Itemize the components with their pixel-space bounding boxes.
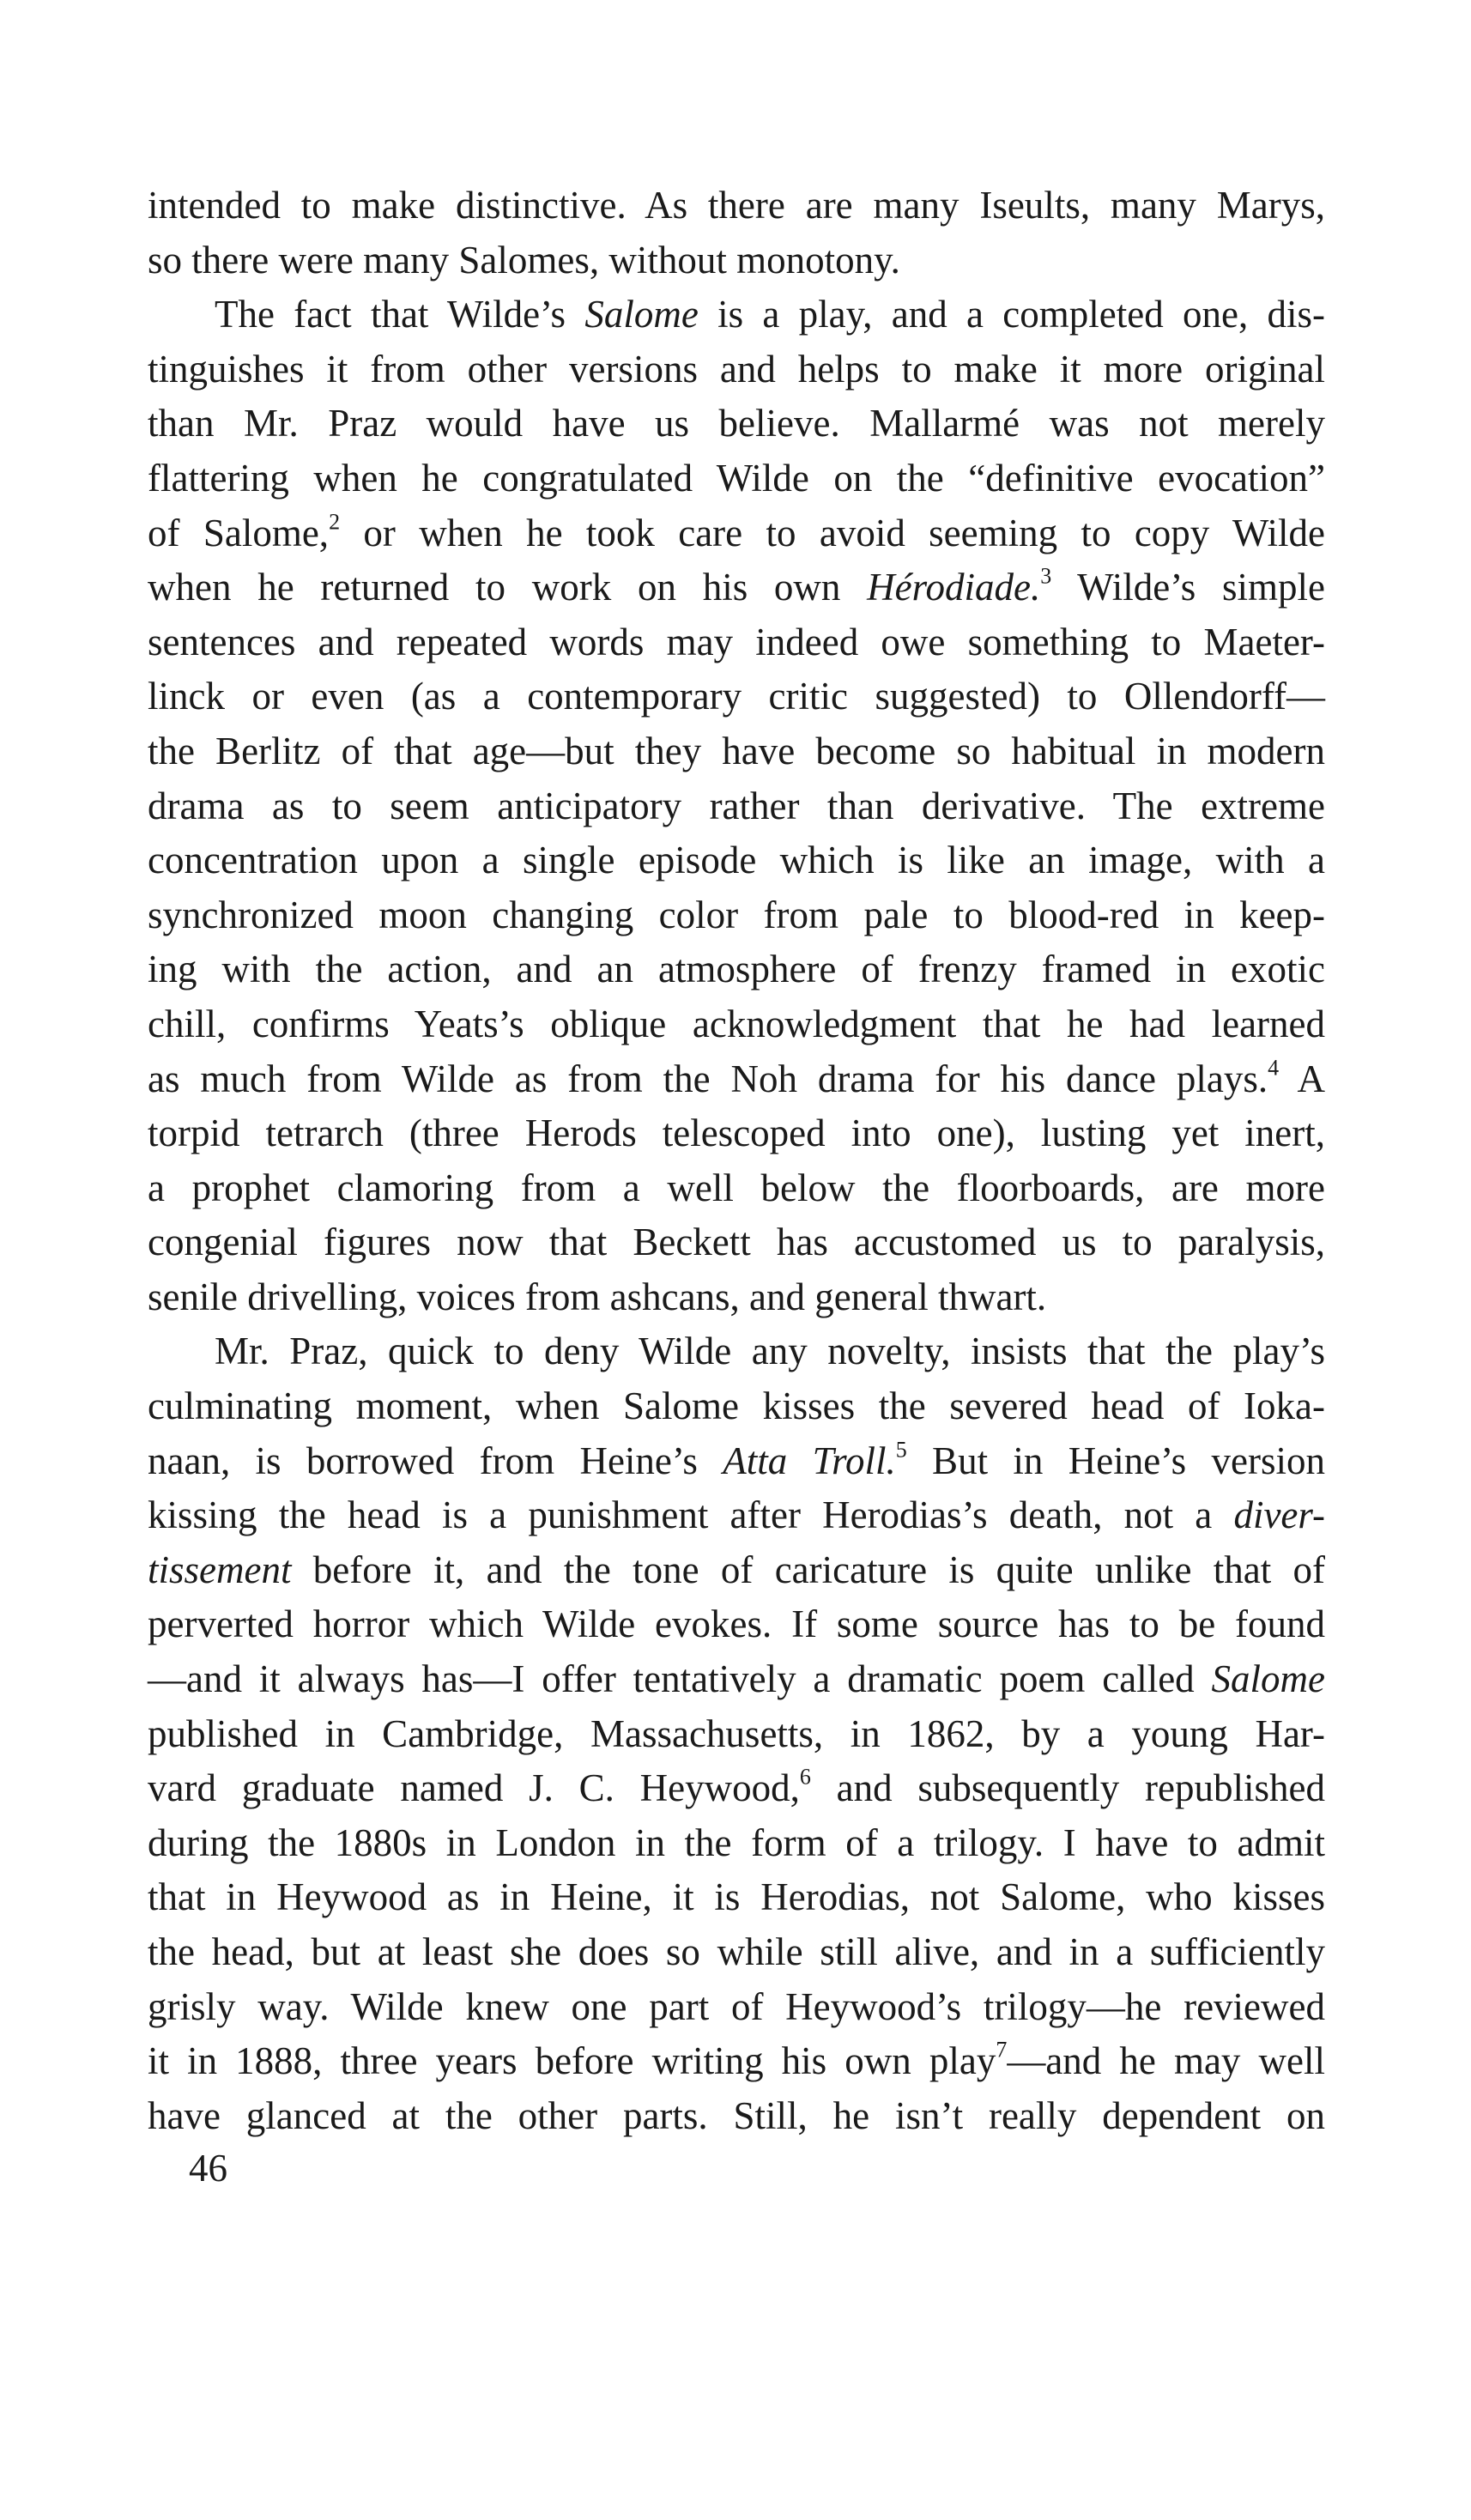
text-run: But in Heine’s version [906, 1439, 1325, 1482]
text-line [148, 1816, 1325, 1871]
text-line [148, 1870, 1325, 1925]
text-run: the head, but at least she does so while still alive, and in a sufficiently [148, 1930, 1325, 1973]
text-run: The fact that Wilde’s [215, 293, 585, 336]
footnote-marker: 5 [895, 1437, 907, 1463]
text-run: concentration upon a single episode which is like an image, with a [148, 839, 1325, 882]
text-run: perverted horror which Wilde evokes. If some source has to be found [148, 1602, 1325, 1646]
text-run: or when he took care to avoid seeming to copy Wilde [340, 511, 1325, 554]
text-run: is a play, and a completed one, dis- [698, 293, 1325, 336]
text-run: kissing the head is a punishment after Herodias’s death, not a [148, 1493, 1234, 1537]
text-run: torpid tetrarch (three Herods telescoped into one), lusting yet inert, [148, 1112, 1325, 1155]
text-run: vard graduate named J. C. Heywood, [148, 1766, 800, 1810]
text-run: —and it always has—I offer tentatively a dramatic poem called [148, 1657, 1212, 1701]
text-line [148, 997, 1325, 1052]
footnote-marker: 7 [996, 2037, 1008, 2063]
text-run: congenial figures now that Beckett has accustomed us to paralysis, [148, 1221, 1325, 1264]
text-line [148, 397, 1325, 451]
text-line [148, 1270, 1325, 1325]
body-text [148, 179, 1325, 2143]
text-run: published in Cambridge, Massachusetts, in 1862, by a young Har- [148, 1711, 1325, 1755]
italic-title: Hérodiade. [867, 566, 1041, 609]
text-line [148, 1761, 1325, 1816]
text-run: as much from Wilde as from the Noh drama for his dance plays. [148, 1057, 1268, 1100]
text-line [148, 1925, 1325, 1980]
text-line [148, 506, 1325, 561]
text-run: ing with the action, and an atmosphere of frenzy framed in exotic [148, 948, 1325, 991]
text-run: sentences and repeated words may indeed owe something to Maeter- [148, 620, 1325, 663]
italic-title: tissement [148, 1548, 292, 1591]
italic-title: Atta Troll. [723, 1439, 896, 1482]
text-line [148, 288, 1325, 342]
italic-title: diver- [1233, 1493, 1325, 1537]
text-run: a prophet clamoring from a well below the floorboards, are more [148, 1166, 1325, 1209]
text-run: A [1279, 1057, 1326, 1100]
text-line [148, 1434, 1325, 1489]
text-line [148, 1324, 1325, 1379]
text-line [148, 1597, 1325, 1652]
text-line [148, 1980, 1325, 2035]
footnote-marker: 4 [1268, 1055, 1280, 1080]
footnote-marker: 2 [329, 509, 341, 535]
text-run: chill, confirms Yeats’s oblique acknowledgment that he had learned [148, 1002, 1325, 1045]
text-run: drama as to seem anticipatory rather than derivative. The extreme [148, 784, 1325, 827]
text-line [148, 342, 1325, 397]
text-run: intended to make distinctive. As there are many Iseults, many Marys, [148, 184, 1325, 227]
text-line [148, 1106, 1325, 1161]
text-run: linck or even (as a contemporary critic suggested) to Ollendorff— [148, 675, 1325, 718]
italic-title: Salome [584, 293, 699, 336]
text-line [148, 2089, 1325, 2144]
text-line [148, 1379, 1325, 1434]
text-line [148, 451, 1325, 506]
text-run: of Salome, [148, 511, 330, 554]
text-line [148, 888, 1325, 943]
text-run: —and he may well [1007, 2039, 1325, 2083]
text-line [148, 2034, 1325, 2089]
italic-title: Salome [1211, 1657, 1325, 1701]
text-run: Mr. Praz, quick to deny Wilde any novelty, insists that the play’s [215, 1330, 1325, 1373]
text-line [148, 1161, 1325, 1216]
text-line [148, 233, 1325, 288]
text-line [148, 1488, 1325, 1543]
text-run: tinguishes it from other versions and helps to make it more original [148, 347, 1325, 391]
text-line [148, 1707, 1325, 1762]
footnote-marker: 6 [799, 1764, 811, 1790]
text-line [148, 179, 1325, 233]
text-run: when he returned to work on his own [148, 566, 868, 609]
text-run: that in Heywood as in Heine, it is Herodias, not Salome, who kisses [148, 1875, 1325, 1919]
text-line [148, 1215, 1325, 1270]
text-line [148, 779, 1325, 834]
text-line [148, 833, 1325, 888]
text-run: before it, and the tone of caricature is quite unlike that of [291, 1548, 1325, 1591]
text-line [148, 1052, 1325, 1107]
text-line [148, 669, 1325, 724]
text-run: synchronized moon changing color from pale to blood-red in keep- [148, 893, 1325, 936]
text-line [148, 1652, 1325, 1707]
text-run: so there were many Salomes, without monotony. [148, 238, 900, 282]
text-run: Wilde’s simple [1051, 566, 1325, 609]
page-number: 46 [189, 2147, 227, 2190]
text-run: the Berlitz of that age—but they have become so habitual in modern [148, 729, 1325, 772]
text-run: grisly way. Wilde knew one part of Heywood’s trilogy—he reviewed [148, 1984, 1325, 2028]
text-line [148, 942, 1325, 997]
text-line [148, 615, 1325, 670]
text-run: than Mr. Praz would have us believe. Mallarmé was not merely [148, 402, 1325, 445]
text-line [148, 560, 1325, 615]
text-line [148, 724, 1325, 779]
text-run: senile drivelling, voices from ashcans, and general thwart. [148, 1275, 1047, 1318]
text-run: culminating moment, when Salome kisses the severed head of Ioka- [148, 1384, 1325, 1428]
footnote-marker: 3 [1040, 563, 1052, 589]
text-run: and subsequently republished [810, 1766, 1326, 1810]
text-line [148, 1543, 1325, 1598]
text-run: have glanced at the other parts. Still, he isn’t really dependent on [148, 2093, 1325, 2137]
text-run: naan, is borrowed from Heine’s [148, 1439, 723, 1482]
text-run: during the 1880s in London in the form of a trilogy. I have to admit [148, 1820, 1325, 1864]
text-run: flattering when he congratulated Wilde on the “definitive evocation” [148, 456, 1325, 500]
text-run: it in 1888, three years before writing his own play [148, 2039, 996, 2083]
